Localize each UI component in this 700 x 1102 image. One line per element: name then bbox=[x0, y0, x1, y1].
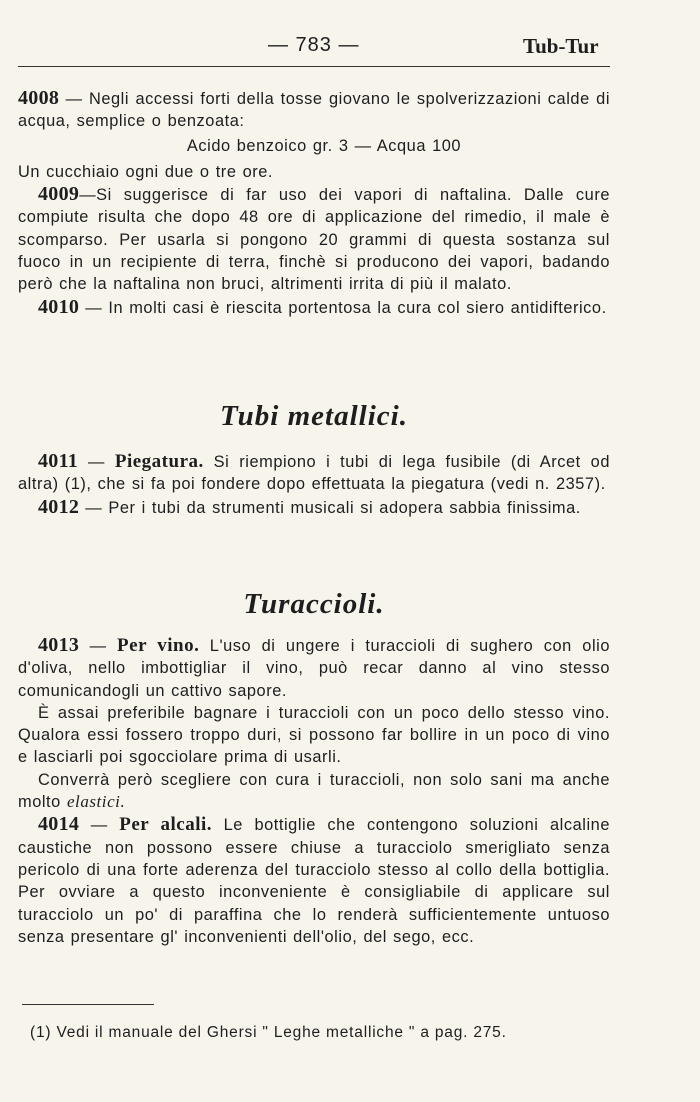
entry-4011 bbox=[18, 450, 610, 496]
text-block-turaccioli bbox=[18, 634, 610, 948]
entry-separator: — bbox=[79, 298, 109, 317]
entry-4008 bbox=[18, 87, 610, 133]
footnote: (1) Vedi il manuale del Ghersi " Leghe metalliche " a pag. 275. bbox=[30, 1024, 507, 1041]
header-rule bbox=[18, 66, 610, 67]
entry-text: Le bottiglie che contengono soluzioni alcaline caustiche non possono essere chiuse a turacciolo smerigliato senza pericolo di una forte aderenza del turacciolo stesso al collo della bottiglia. Per ovviare a questo inconveniente è consigliabile di applicare sul turacciolo un po' di paraffina che lo renderà sufficientemente untuoso senza presentare gl' inconvenienti dell'olio, del sego, ecc. bbox=[18, 816, 610, 946]
entry-4010 bbox=[18, 296, 610, 319]
paragraph-text: Converrà però scegliere con cura i turaccioli, non solo sani ma anche molto bbox=[18, 770, 610, 812]
entry-heading: Piegatura. bbox=[114, 451, 204, 472]
entry-number: 4010 bbox=[38, 295, 80, 318]
entry-4012 bbox=[18, 496, 610, 519]
text-block-tubi bbox=[18, 450, 610, 519]
section-heading-turaccioli: Turaccioli. bbox=[243, 588, 385, 620]
entry-4014 bbox=[18, 813, 610, 948]
entry-text: Negli accessi forti della tosse giovano le spolverizzazioni calde di acqua, semplice o benzoata: bbox=[18, 90, 611, 131]
entry-separator: — bbox=[79, 816, 120, 835]
entry-number: 4008 bbox=[18, 87, 60, 109]
formula: Acido benzoico gr. 3 — Acqua 100 bbox=[186, 136, 462, 155]
entry-text: In molti casi è riescita portentosa la cura col siero antidifterico. bbox=[108, 298, 607, 317]
entry-number: 4014 bbox=[38, 813, 80, 836]
entry-4013 bbox=[18, 634, 610, 702]
entry-heading: Per vino. bbox=[117, 635, 200, 656]
entry-heading: Per alcali. bbox=[119, 814, 213, 836]
entry-text: L'uso di ungere i turaccioli di sughero con olio d'oliva, nello imbottigliar il vino, può recar danno al vino stesso comunicandogli un cattivo sapore. bbox=[18, 637, 610, 700]
section-range: Tub-Tur bbox=[523, 34, 599, 58]
entry-number: 4012 bbox=[38, 495, 80, 518]
footnote-rule bbox=[22, 1004, 154, 1005]
entry-separator: — bbox=[59, 90, 89, 108]
entry-number: 4009 bbox=[38, 183, 80, 206]
entry-separator: — bbox=[78, 453, 115, 471]
entry-separator: — bbox=[79, 186, 97, 205]
entry-text: Si riempiono i tubi di lega fusibile (di Arcet od altra) (1), che si fa poi fondere dopo effettuata la piegatura (vedi n. 2357). bbox=[18, 453, 610, 494]
entry-separator: — bbox=[79, 498, 109, 517]
entry-text: Si suggerisce di far uso dei vapori di naftalina. Dalle cure compiute risulta che dopo 48 ore di applicazione del rimedio, il male è scomparso. Per usarla si pongono 20 grammi di questa sostanza sul fuoco in un recipiente di terra, finchè si producono dei vapori, badando però che la naftalina non bruci, altrimenti irrita di più il malato. bbox=[18, 186, 610, 294]
page-number: — 783 — bbox=[268, 34, 360, 56]
entry-4013-paragraph-2: È assai preferibile bagnare i turaccioli con un poco dello stesso vino. Qualora essi fossero troppo duri, si possono far bollire in un poco di vino e lasciarli poi sgocciolare prima di usarli. bbox=[18, 703, 610, 767]
section-heading-tubi: Tubi metallici. bbox=[220, 400, 408, 432]
entry-separator: — bbox=[79, 637, 118, 655]
entry-text: Per i tubi da strumenti musicali si adopera sabbia finissima. bbox=[108, 498, 581, 517]
entry-number: 4013 bbox=[38, 634, 80, 656]
italic-word: elastici. bbox=[66, 792, 126, 812]
entry-4013-paragraph-3 bbox=[18, 769, 610, 814]
entry-number: 4011 bbox=[38, 450, 79, 472]
entry-4009 bbox=[18, 183, 610, 295]
text-block-tosse bbox=[18, 87, 610, 319]
running-head bbox=[18, 34, 612, 62]
entry-4008-continuation: Un cucchiaio ogni due o tre ore. bbox=[18, 162, 274, 181]
